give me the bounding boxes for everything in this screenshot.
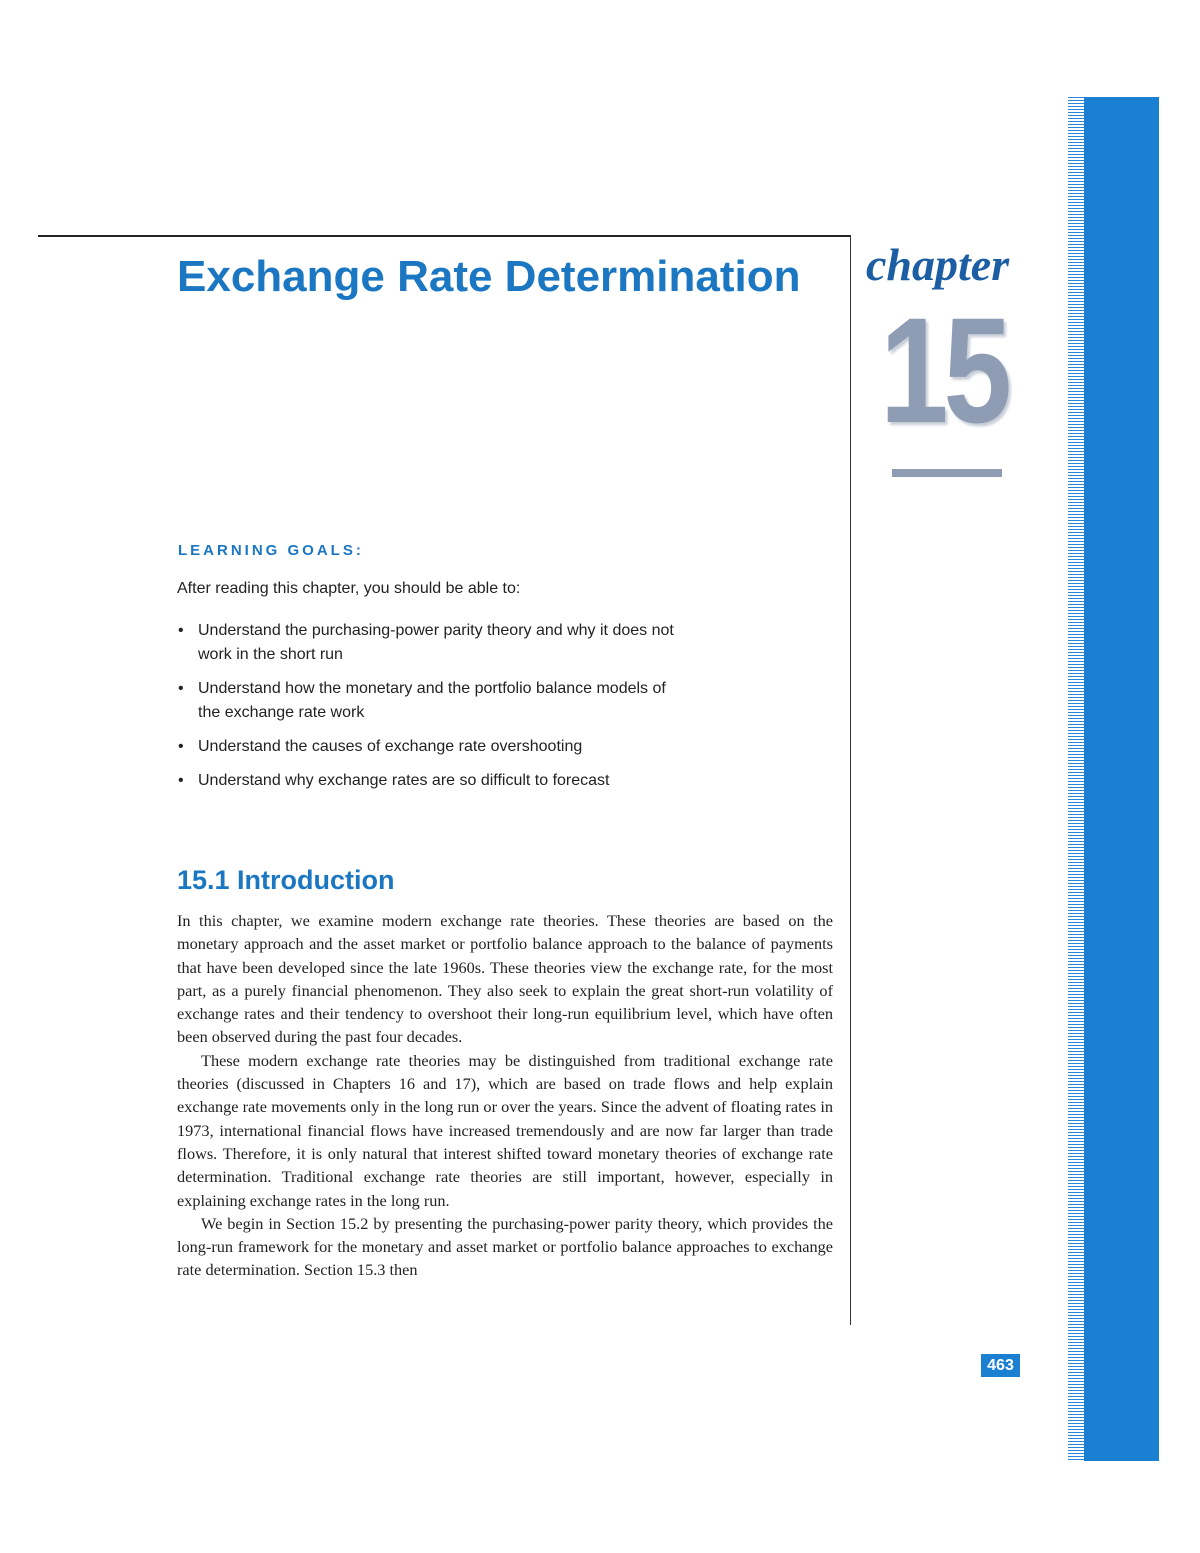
column-divider	[850, 235, 851, 1325]
header-rule	[38, 235, 850, 237]
body-paragraph: These modern exchange rate theories may be distinguished from traditional exchange rate theories (discussed in Chapters 16 and 17), which are based on trade flows and help explain exchange rate movements only in the long run or over the years. Since the advent of floating rates in 1973, international financial flows have increased tremendously and are now far larger than trade flows. Therefore, it is only natural that interest shifted toward monetary theories of exchange rate determination. Traditional exchange rate theories are still important, however, especially in explaining exchange rates in the long run.	[177, 1050, 833, 1210]
learning-goal-item	[177, 769, 677, 793]
learning-goals-list	[177, 619, 677, 803]
bullet-icon: •	[178, 772, 184, 789]
sidebar-tick-strip	[1068, 97, 1084, 1461]
bullet-icon: •	[178, 622, 184, 639]
page-number: 463	[981, 1354, 1020, 1377]
learning-goal-item	[177, 677, 677, 725]
body-paragraph: We begin in Section 15.2 by presenting the purchasing-power parity theory, which provides the long-run framework for the monetary and asset market or portfolio balance approaches to exchange rate determination. Section 15.3 then	[177, 1213, 833, 1280]
chapter-number: 15	[880, 286, 1007, 454]
body-paragraph: In this chapter, we examine modern exchange rate theories. These theories are based on the monetary approach and the asset market or portfolio balance approach to the balance of payments that have been developed since the late 1960s. These theories view the exchange rate, for the most part, as a purely financial phenomenon. They also seek to explain the great short-run volatility of exchange rates and their tendency to overshoot their long-run equilibrium level, which have often been observed during the past four decades.	[177, 911, 833, 1047]
learning-goal-text: Understand how the monetary and the portfolio balance models of the exchange rate work	[198, 680, 666, 721]
chapter-title: Exchange Rate Determination	[177, 252, 801, 301]
learning-goal-text: Understand the purchasing-power parity theory and why it does not work in the short run	[198, 622, 674, 663]
learning-goal-text: Understand why exchange rates are so difficult to forecast	[198, 772, 610, 789]
learning-goal-item	[177, 735, 677, 759]
learning-goals-heading: LEARNING GOALS:	[178, 542, 364, 559]
bullet-icon: •	[178, 738, 184, 755]
sidebar-band	[1084, 97, 1159, 1461]
chapter-number-underline	[892, 469, 1002, 477]
chapter-label: chapter	[866, 239, 1010, 290]
bullet-icon: •	[178, 680, 184, 697]
learning-goal-item	[177, 619, 677, 667]
section-body	[177, 909, 833, 1282]
section-heading: 15.1 Introduction	[177, 865, 395, 895]
learning-goal-text: Understand the causes of exchange rate overshooting	[198, 738, 583, 755]
learning-goals-intro: After reading this chapter, you should be able to:	[177, 580, 521, 597]
